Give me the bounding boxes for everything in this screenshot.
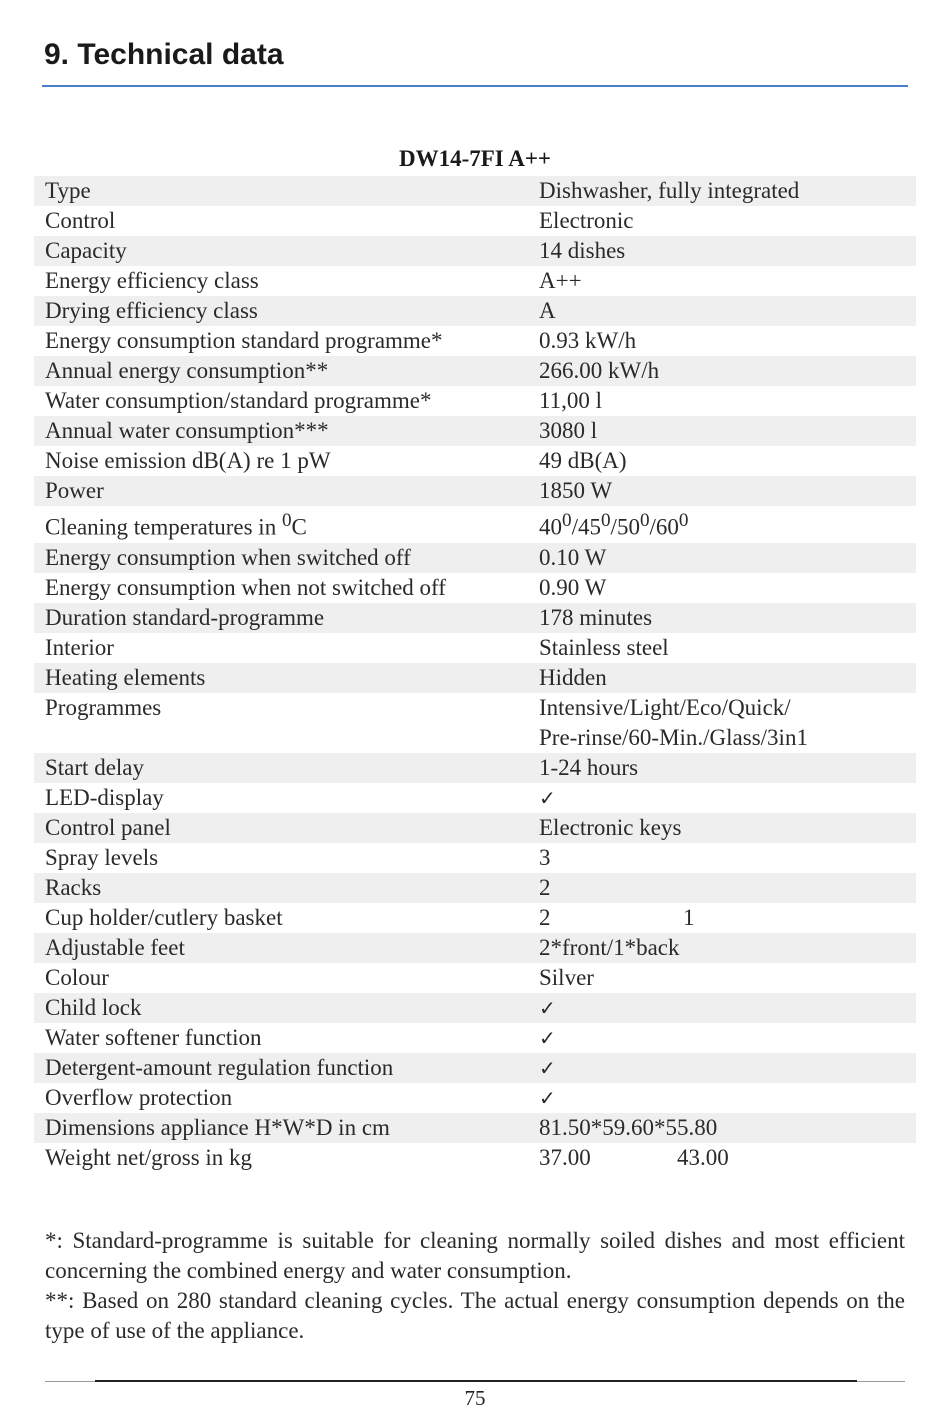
spec-label: Annual energy consumption** <box>45 358 329 383</box>
spec-label: Noise emission dB(A) re 1 pW <box>45 448 331 473</box>
checkmark-icon: ✓ <box>539 1085 556 1110</box>
checkmark-icon: ✓ <box>539 1055 556 1080</box>
spec-label: Drying efficiency class <box>45 298 258 323</box>
degree-superscript: 0 <box>678 510 689 531</box>
value-line: Pre-rinse/60-Min./Glass/3in1 <box>539 724 808 750</box>
spec-label: Annual water consumption*** <box>45 418 329 443</box>
value-part: 2 <box>539 904 551 930</box>
table-row <box>34 783 916 813</box>
table-row <box>34 843 916 873</box>
spec-label: Water consumption/standard programme* <box>45 388 432 413</box>
spec-label: Child lock <box>45 994 142 1020</box>
spec-value: Silver <box>539 964 594 990</box>
table-row <box>34 1143 916 1173</box>
spec-label: Cup holder/cutlery basket <box>45 904 283 930</box>
table-row <box>34 1053 916 1083</box>
spec-value: 0.90 W <box>539 574 607 600</box>
value-part: 1 <box>683 904 695 930</box>
spec-label: Heating elements <box>45 664 206 690</box>
table-row <box>34 543 916 573</box>
spec-value: Stainless steel <box>539 634 669 660</box>
spec-label: Control panel <box>45 814 171 840</box>
spec-label: LED-display <box>45 784 164 810</box>
temperature: 60 <box>655 514 679 540</box>
spec-value <box>539 903 916 933</box>
spec-label: Detergent-amount regulation function <box>45 1054 394 1080</box>
table-row <box>34 633 916 663</box>
spec-label: Type <box>45 178 91 203</box>
spec-value: 49 dB(A) <box>539 448 627 473</box>
table-row <box>34 603 916 633</box>
footer-divider-inner <box>95 1380 857 1382</box>
table-row <box>34 386 916 416</box>
table-row <box>34 266 916 296</box>
spec-label: Adjustable feet <box>45 934 185 960</box>
degree-superscript: 0 <box>600 510 611 531</box>
table-row <box>34 296 916 326</box>
table-row <box>34 753 916 783</box>
table-row <box>34 933 916 963</box>
spec-label: Start delay <box>45 754 144 780</box>
spec-value: 0.93 kW/h <box>539 328 637 353</box>
spec-value: 1-24 hours <box>539 754 639 780</box>
degree-superscript: 0 <box>562 510 572 531</box>
table-row <box>34 813 916 843</box>
page-title: 9. Technical data <box>44 38 284 71</box>
spec-label: Water softener function <box>45 1024 262 1050</box>
table-row <box>34 1083 916 1113</box>
spec-value: 2*front/1*back <box>539 934 680 960</box>
value-part: 37.00 <box>539 1144 591 1170</box>
spec-label: Dimensions appliance H*W*D in cm <box>45 1114 390 1140</box>
spec-label: Energy consumption when not switched off <box>45 574 446 600</box>
spec-label: Power <box>45 478 104 503</box>
table-row <box>34 416 916 446</box>
table-row <box>34 476 916 506</box>
spec-label: Spray levels <box>45 844 159 870</box>
table-row <box>34 236 916 266</box>
table-row <box>34 963 916 993</box>
footnote: **: Based on 280 standard cleaning cycles. The actual energy consumption depends on the type of use of the appliance. <box>45 1288 905 1343</box>
table-row <box>34 1113 916 1143</box>
value-line: Intensive/Light/Eco/Quick/ <box>539 694 791 720</box>
value-part: 43.00 <box>677 1144 729 1170</box>
spec-value: Dishwasher, fully integrated <box>539 178 800 203</box>
spec-label: Weight net/gross in kg <box>45 1144 253 1170</box>
spec-value: 0.10 W <box>539 544 607 570</box>
spec-label: Racks <box>45 874 102 900</box>
label-unit: C <box>291 514 307 540</box>
model-name: DW14-7FI A++ <box>398 146 552 171</box>
spec-value <box>539 1143 916 1173</box>
spec-label: Energy efficiency class <box>45 268 259 293</box>
spec-value: 178 minutes <box>539 604 653 630</box>
spec-value: A++ <box>539 268 582 293</box>
degree-superscript: 0 <box>281 510 292 531</box>
spec-label: Capacity <box>45 238 127 263</box>
checkmark-icon: ✓ <box>539 1025 556 1050</box>
table-row <box>34 873 916 903</box>
table-row <box>34 663 916 693</box>
spec-label: Interior <box>45 634 114 660</box>
page-number: 75 <box>464 1386 486 1410</box>
spec-label: Control <box>45 208 116 233</box>
spec-value: $40^0/45^0/50^0/60^0$ <box>539 510 689 540</box>
spec-value: 11,00 l <box>539 388 603 413</box>
checkmark-icon: ✓ <box>539 785 556 810</box>
spec-value: Electronic <box>539 208 634 233</box>
spec-value: Hidden <box>539 664 607 690</box>
spec-value: A <box>539 298 556 323</box>
spec-value: 81.50*59.60*55.80 <box>539 1114 718 1140</box>
degree-superscript: 0 <box>639 510 650 531</box>
temperature: 40 <box>539 514 562 540</box>
spec-value: 1850 W <box>539 478 613 503</box>
spec-value: 266.00 kW/h <box>539 358 660 383</box>
spec-label: Programmes <box>45 694 162 720</box>
footnote: *: Standard-programme is suitable for cleaning normally soiled dishes and most efficient concerning the combined energy and water consumption. <box>45 1228 905 1283</box>
spec-value: 2 <box>539 874 551 900</box>
checkmark-icon: ✓ <box>539 995 556 1020</box>
spec-value: 3080 l <box>539 418 598 443</box>
table-row <box>34 356 916 386</box>
spec-value: Electronic keys <box>539 814 682 840</box>
table-row <box>34 446 916 476</box>
spec-label: Colour <box>45 964 109 990</box>
spec-value: 14 dishes <box>539 238 626 263</box>
spec-label: Energy consumption standard programme* <box>45 328 443 353</box>
temperature: 45 <box>577 514 601 540</box>
label-text: Cleaning temperatures in <box>45 514 282 540</box>
technical-data-table <box>34 176 916 1173</box>
heading-divider <box>42 85 908 87</box>
spec-label: Duration standard-programme <box>45 604 325 630</box>
table-row <box>34 176 916 206</box>
spec-value: 3 <box>539 844 551 870</box>
footnotes <box>45 1226 905 1346</box>
table-row <box>34 903 916 933</box>
table-row <box>34 693 916 753</box>
spec-label: Overflow protection <box>45 1084 233 1110</box>
table-row <box>34 1023 916 1053</box>
table-row <box>34 506 916 543</box>
temperature: 50 <box>616 514 640 540</box>
spec-label <box>34 506 539 543</box>
spec-label: Energy consumption when switched off <box>45 544 411 570</box>
spec-value <box>539 693 916 753</box>
table-row <box>34 206 916 236</box>
table-row <box>34 573 916 603</box>
table-row <box>34 993 916 1023</box>
table-row <box>34 326 916 356</box>
